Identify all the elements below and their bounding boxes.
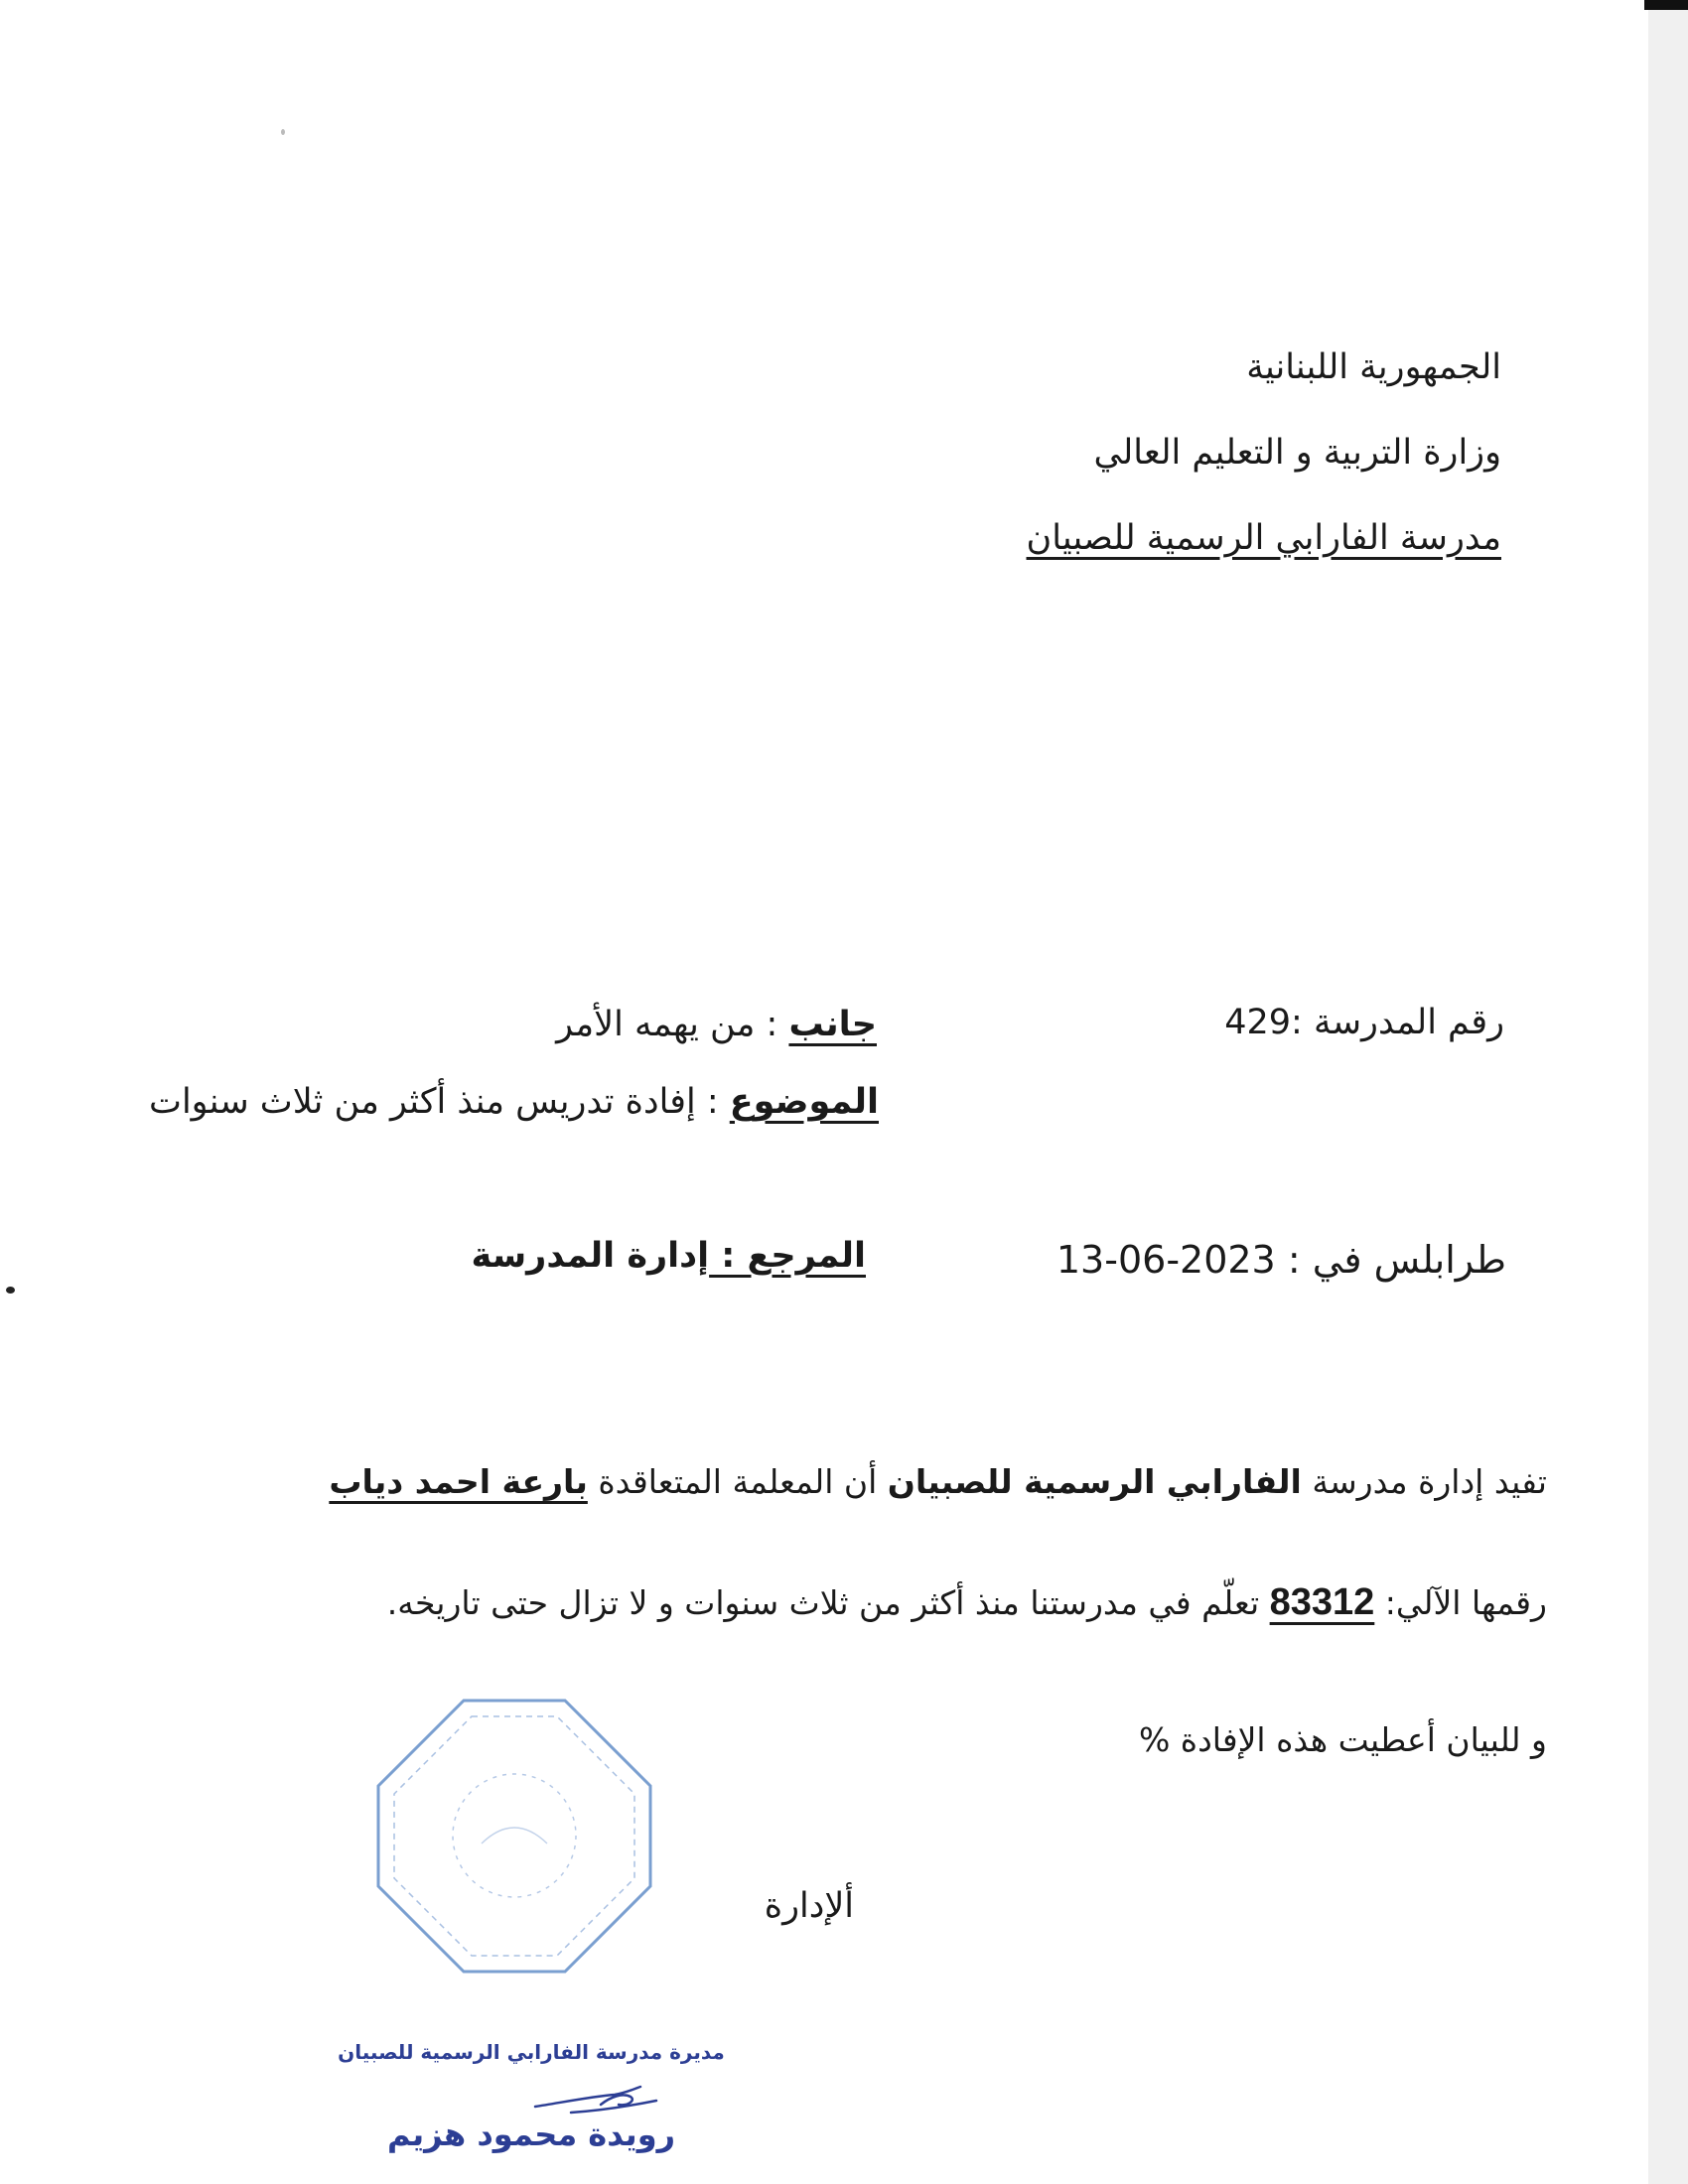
body-line-1: تفيد إدارة مدرسة الفارابي الرسمية للصبيان أن المعلمة المتعاقدة بارعة احمد دياب xyxy=(329,1462,1547,1501)
administration-label: ألإدارة xyxy=(764,1886,854,1926)
scan-speck xyxy=(281,129,285,135)
reference-value: إدارة المدرسة xyxy=(471,1236,710,1276)
scan-mark xyxy=(1644,0,1688,10)
signature-title: مديرة مدرسة الفارابي الرسمية للصبيان xyxy=(338,2040,725,2064)
reference-line xyxy=(472,1236,866,1276)
body-line-2: رقمها الآلي: 83312 تعلّم في مدرستنا منذ أكثر من ثلاث سنوات و لا تزال حتى تاريخه. xyxy=(386,1581,1547,1623)
reference-label: المرجع : xyxy=(709,1236,866,1276)
school-name: الفارابي الرسمية للصبيان xyxy=(887,1462,1302,1501)
body-line-3: و للبيان أعطيت هذه الإفادة % xyxy=(1138,1720,1547,1759)
subject-label: الموضوع xyxy=(729,1082,879,1122)
signature-block xyxy=(338,2040,725,2153)
signature-name: رويدة محمود هزيم xyxy=(387,2116,675,2153)
place-date: طرابلس في : 2023-06-13 xyxy=(1055,1238,1506,1282)
recipient-line xyxy=(556,1005,877,1044)
recipient-label: جانب xyxy=(788,1005,877,1044)
subject-line xyxy=(149,1082,879,1122)
school-number: رقم المدرسة :429 xyxy=(1224,1003,1504,1042)
teacher-name: بارعة احمد دياب xyxy=(329,1462,588,1501)
scan-speck xyxy=(6,1287,15,1294)
ministry-heading: وزارة التربية و التعليم العالي xyxy=(1093,433,1501,473)
school-heading: مدرسة الفارابي الرسمية للصبيان xyxy=(1026,518,1501,558)
republic-heading: الجمهورية اللبنانية xyxy=(1246,347,1501,387)
teacher-id: 83312 xyxy=(1269,1581,1375,1623)
subject-value: : إفادة تدريس منذ أكثر من ثلاث سنوات xyxy=(149,1082,730,1122)
scan-edge xyxy=(1648,0,1688,2184)
recipient-value: : من يهمه الأمر xyxy=(556,1005,789,1044)
school-stamp xyxy=(372,1695,656,1978)
